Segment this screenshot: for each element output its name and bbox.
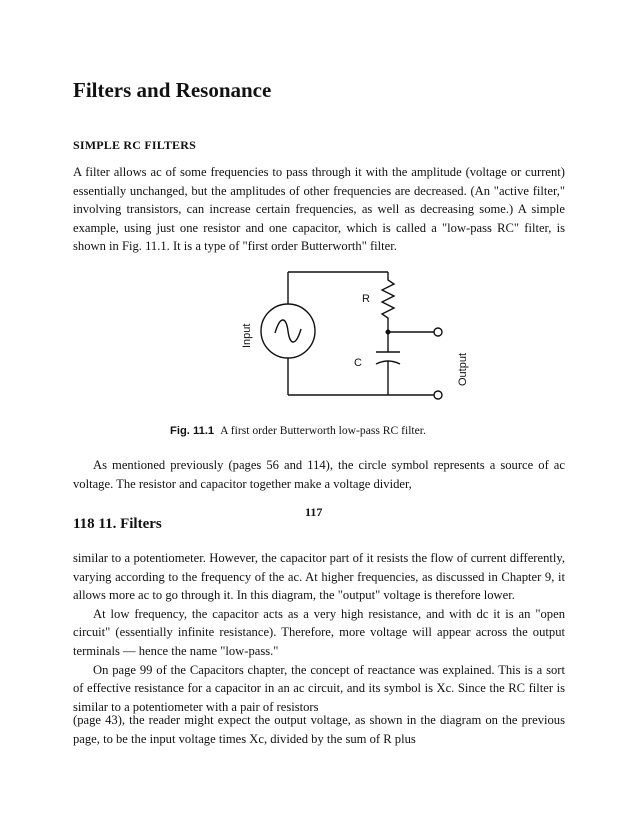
label-c: C [354,357,362,369]
paragraph-output-voltage: (page 43), the reader might expect the output voltage, as shown in the diagram on the previous page, to be the input voltage times Xc, divided by the sum of R plus [73,713,565,746]
figure-caption [170,424,426,437]
figure-caption-text: A first order Butterworth low-pass RC filter. [220,424,426,437]
label-r: R [362,293,370,305]
chapter-heading: 118 11. Filters [73,516,162,532]
paragraph-reactance: On page 99 of the Capacitors chapter, the concept of reactance was explained. This is a sort of effective resistance for a capacitor in an ac circuit, and its symbol is Xc. Since the RC filter is similar to a potentiometer with a pair of resistors [73,662,565,714]
page-number: 117 [305,505,323,519]
label-output: Output [457,352,469,386]
paragraph-low-frequency: At low frequency, the capacitor acts as a very high resistance, and with dc it is an "open circuit" (essentially infinite resistance). Therefore, more voltage will appear across the output terminals — hence the name "low-pass." [73,606,565,658]
paragraph-potentiometer [73,549,565,716]
figure-number: Fig. 11.1 [170,425,215,437]
rc-filter-diagram [230,260,469,420]
section-heading: SIMPLE RC FILTERS [73,138,196,152]
page-title: Filters and Resonance [73,78,272,102]
paragraph-potentiometer-part1: similar to a potentiometer. However, the capacitor part of it resists the flow of current differently, varying according to the frequency of the ac. At higher frequencies, as discussed in Chapter 9, it allows more ac to go through it. In this diagram, the "output" voltage is therefore lower. [73,551,565,603]
paragraph-voltage-divider: As mentioned previously (pages 56 and 114), the circle symbol represents a source of ac voltage. The resistor and capacitor together make a voltage divider, [73,458,565,491]
paragraph-intro: A filter allows ac of some frequencies to pass through it with the amplitude (voltage or current) essentially unchanged, but the amplitudes of other frequencies are decreased. (An "active filter," involving transistors, can increase certain frequencies, as well as decreasing some.) A simple example, using just one resistor and one capacitor, which is called a "low-pass RC" filter, is shown in Fig. 11.1. It is a type of "first order Butterworth" filter. [73,165,565,254]
resistor-symbol [382,272,394,332]
label-input: Input [241,323,253,348]
